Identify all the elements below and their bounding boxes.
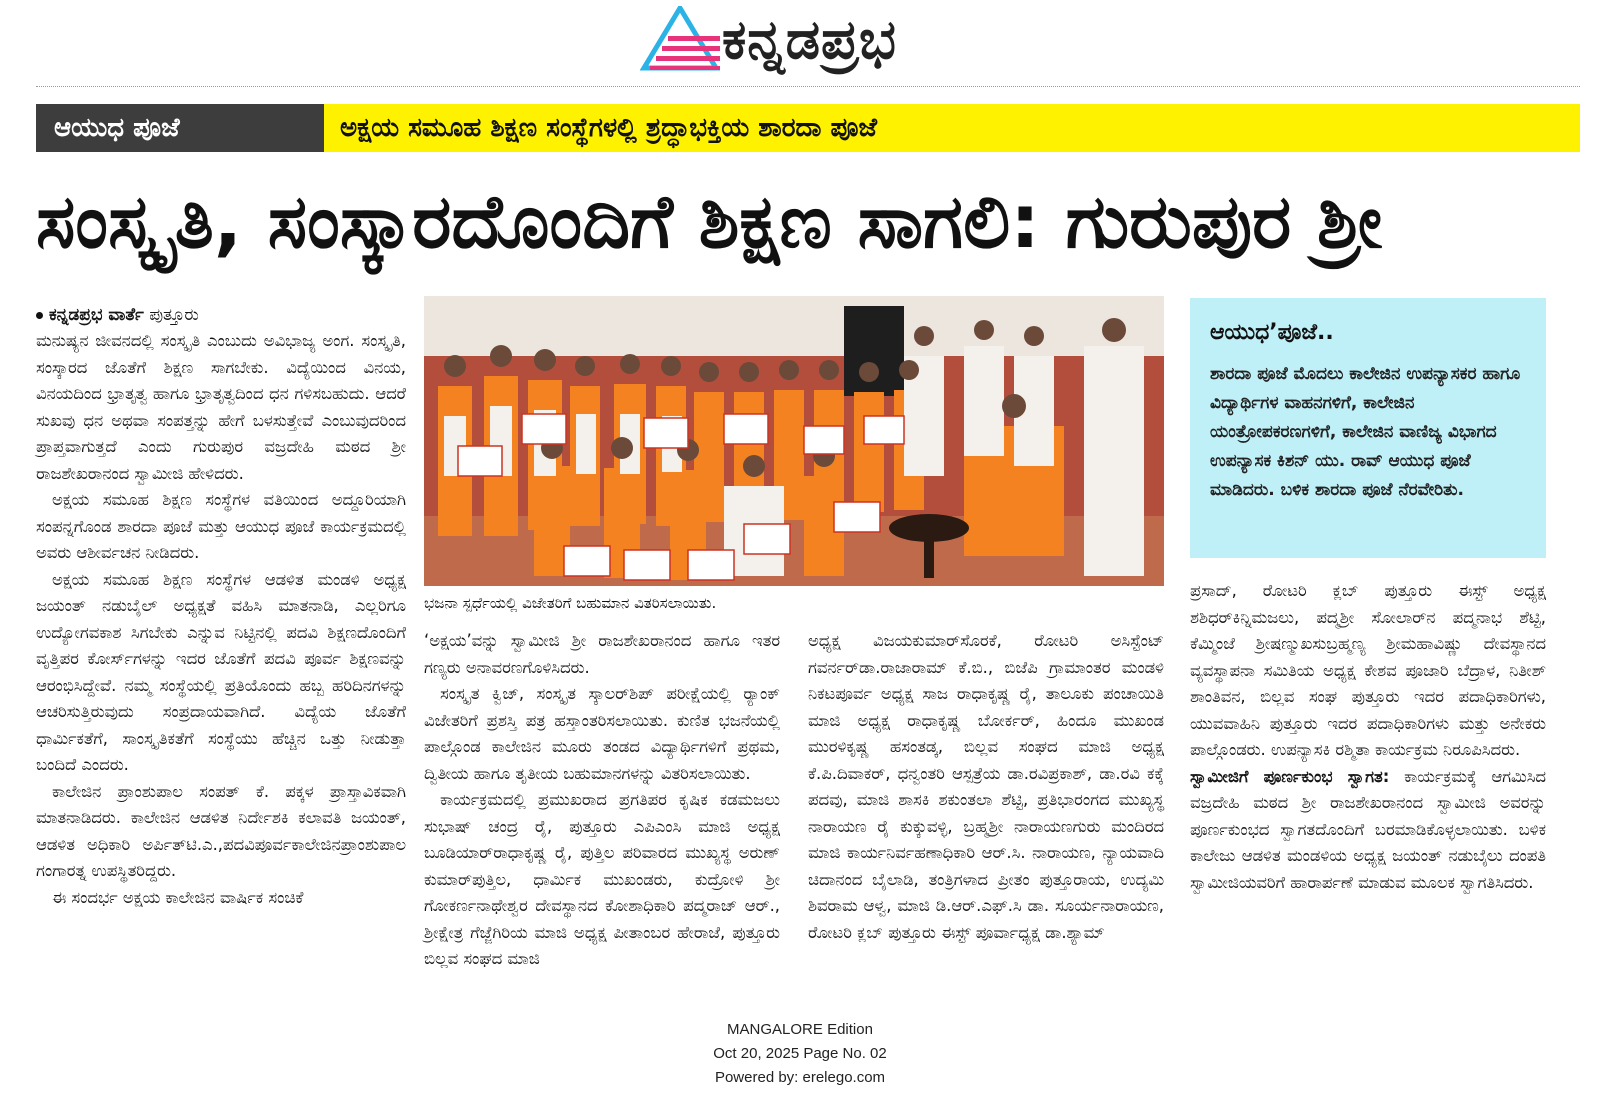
masthead-rule [36,86,1580,87]
event-photo [424,296,1164,586]
triangle-stripes-logo-icon [640,6,720,72]
masthead-title: ಕನ್ನಡಪ್ರಭ [722,8,897,71]
paragraph: ಕಾಲೇಜಿನ ಪ್ರಾಂಶುಪಾಲ ಸಂಪತ್ ಕೆ. ಪಕ್ಕಳ ಪ್ರಾಸ್ತಾವಿಕವಾಗಿ ಮಾತನಾಡಿದರು. ಕಾಲೇಜಿನ ಆಡಳಿತ ನಿರ್ದೇಶಕಿ ಕಲಾವತಿ ಜಯಂತ್, ಆಡಳಿತ ಅಧಿಕಾರಿ ಅರ್ಪಿತ್‌ಟಿ.ಎ.,ಪದವಿಪೂರ್ವಕಾಲೇಜಿನಪ್ರಾಂಶುಪಾಲ ಗಂಗಾರತ್ನ ಉಪಸ್ಥಿತರಿದ್ದರು. [36,781,406,880]
article-column-1 [36,302,406,911]
byline-place: ಪುತ್ತೂರು [149,305,199,325]
footer-date-page: Oct 20, 2025 Page No. 02 [713,1045,887,1062]
article-column-2 [424,628,780,973]
paragraph: ಪ್ರಸಾದ್, ರೋಟರಿ ಕ್ಲಬ್ ಪುತ್ತೂರು ಈಸ್ಟ್ ಅಧ್ಯಕ್ಷ ಶಶಿಧರ್‌ಕಿನ್ನಿಮಜಲು, ಪದ್ಮಶ್ರೀ ಸೋಲಾರ್‌ನ ಪದ್ಮನಾಭ ಶೆಟ್ಟಿ, ಕೆಮ್ಮಿಂಜೆ ಶ್ರೀಷಣ್ಮುಖಸುಬ್ರಹ್ಮಣ್ಯ ಶ್ರೀಮಹಾವಿಷ್ಣು ದೇವಸ್ಥಾನದ ವ್ಯವಸ್ಥಾಪನಾ ಸಮಿತಿಯ ಅಧ್ಯಕ್ಷ ಕೇಶವ ಪೂಜಾರಿ ಬೆದ್ರಾಳ, ನಿತೀಶ್ ಶಾಂತಿವನ, ಬಿಲ್ಲವ ಸಂಘ ಪುತ್ತೂರು ಇದರ ಪದಾಧಿಕಾರಿಗಳು, ಯುವವಾಹಿನಿ ಪುತ್ತೂರು ಇದರ ಪದಾಧಿಕಾರಿಗಳು ಮತ್ತು ಅನೇಕರು ಪಾಲ್ಗೊಂಡರು. ಉಪನ್ಯಾಸಕಿ ರಶ್ಮಿತಾ ಕಾರ್ಯಕ್ರಮ ನಿರೂಪಿಸಿದರು. [1190,581,1546,759]
footer-edition: MANGALORE Edition [727,1021,873,1038]
byline-source: ಕನ್ನಡಪ್ರಭ ವಾರ್ತೆ [49,305,144,325]
sidebar-box-title: ಆಯುಧ’ಪೂಜೆ.. [1210,320,1334,345]
byline [36,302,406,328]
paragraph: ‘ಅಕ್ಷಯ’ವನ್ನು ಸ್ವಾಮೀಜಿ ಶ್ರೀ ರಾಜಶೇಖರಾನಂದ ಹಾಗೂ ಇತರ ಗಣ್ಯರು ಅನಾವರಣಗೊಳಿಸಿದರು. [424,631,780,677]
paragraph: ಅಕ್ಷಯ ಸಮೂಹ ಶಿಕ್ಷಣ ಸಂಸ್ಥೆಗಳ ವತಿಯಿಂದ ಅದ್ದೂರಿಯಾಗಿ ಸಂಪನ್ನಗೊಂಡ ಶಾರದಾ ಪೂಜೆ ಮತ್ತು ಆಯುಧ ಪೂಜೆ ಕಾರ್ಯಕ್ರಮದಲ್ಲಿ ಅವರು ಆಶೀರ್ವಚನ ನೀಡಿದರು. [36,490,406,562]
sidebar-box [1190,298,1546,558]
paragraph: ಅಧ್ಯಕ್ಷ ವಿಜಯಕುಮಾರ್‌ಸೊರಕೆ, ರೋಟರಿ ಅಸಿಸ್ಟೆಂಟ್ ಗವರ್ನರ್‌ಡಾ.ರಾಜಾರಾಮ್ ಕೆ.ಬಿ., ಬಿಜೆಪಿ ಗ್ರಾಮಾಂತರ ಮಂಡಳಿ ನಿಕಟಪೂರ್ವ ಅಧ್ಯಕ್ಷ ಸಾಜ ರಾಧಾಕೃಷ್ಣ ರೈ, ತಾಲೂಕು ಪಂಚಾಯಿತಿ ಮಾಜಿ ಅಧ್ಯಕ್ಷ ರಾಧಾಕೃಷ್ಣ ಬೋರ್ಕರ್, ಹಿಂದೂ ಮುಖಂಡ ಮುರಳಿಕೃಷ್ಣ ಹಸಂತಡ್ಕ, ಬಿಲ್ಲವ ಸಂಘದ ಮಾಜಿ ಅಧ್ಯಕ್ಷ ಕೆ.ಪಿ.ದಿವಾಕರ್, ಧನ್ವಂತರಿ ಆಸ್ಪತ್ರೆಯ ಡಾ.ರವಿಪ್ರಕಾಶ್, ಡಾ.ರವಿ ಕಕ್ಕೆ ಪದವು, ಮಾಜಿ ಶಾಸಕಿ ಶಕುಂತಲಾ ಶೆಟ್ಟಿ, ಪ್ರತಿಭಾರಂಗದ ಮುಖ್ಯಸ್ಥ ನಾರಾಯಣ ರೈ ಕುಕ್ಕುವಳ್ಳಿ, ಬ್ರಹ್ಮಶ್ರೀ ನಾರಾಯಣಗುರು ಮಂದಿರದ ಮಾಜಿ ಕಾರ್ಯನಿರ್ವಹಣಾಧಿಕಾರಿ ಆರ್.ಸಿ. ನಾರಾಯಣ, ನ್ಯಾಯವಾದಿ ಚಿದಾನಂದ ಬೈಲಾಡಿ, ತಂತ್ರಿಗಳಾದ ಪ್ರೀತಂ ಪುತ್ತೂರಾಯ, ಉದ್ಯಮಿ ಶಿವರಾಮ ಆಳ್ವ, ಮಾಜಿ ಡಿ.ಆರ್.ಎಫ್.ಸಿ ಡಾ. ಸೂರ್ಯನಾರಾಯಣ, ರೋಟರಿ ಕ್ಲಬ್ ಪುತ್ತೂರು ಈಸ್ಟ್ ಪೂರ್ವಾಧ್ಯಕ್ಷ ಡಾ.ಶ್ಯಾಮ್ [808,631,1164,942]
article-column-3 [808,628,1164,946]
subheading: ಸ್ವಾಮೀಜಿಗೆ ಪೂರ್ಣಕುಂಭ ಸ್ವಾಗತ: [1190,766,1390,786]
sidebar-box-body: ಶಾರದಾ ಪೂಜೆ ಮೊದಲು ಕಾಲೇಜಿನ ಉಪನ್ಯಾಸಕರ ಹಾಗೂ ವಿದ್ಯಾರ್ಥಿಗಳ ವಾಹನಗಳಿಗೆ, ಕಾಲೇಜಿನ ಯಂತ್ರೋಪಕರಣಗಳಿಗೆ, ಕಾಲೇಜಿನ ವಾಣಿಜ್ಯ ವಿಭಾಗದ ಉಪನ್ಯಾಸಕ ಕಿಶನ್ ಯು. ರಾವ್ ಆಯುಧ ಪೂಜೆ ಮಾಡಿದರು. ಬಳಿಕ ಶಾರದಾ ಪೂಜೆ ನೆರವೇರಿತು. [1210,364,1521,500]
footer-powered-by: Powered by: erelego.com [714,1069,886,1086]
paragraph: ಮನುಷ್ಯನ ಜೀವನದಲ್ಲಿ ಸಂಸ್ಕೃತಿ ಎಂಬುದು ಅವಿಭಾಜ್ಯ ಅಂಗ. ಸಂಸ್ಕೃತಿ, ಸಂಸ್ಕಾರದ ಜೊತೆಗೆ ಶಿಕ್ಷಣ ಸಾಗಬೇಕು. ವಿದ್ಯೆಯಿಂದ ವಿನಯ, ವಿನಯದಿಂದ ಭ್ರಾತೃತ್ವ ಹಾಗೂ ಭ್ರಾತೃತ್ವದಿಂದ ಧನ ಗಳಿಸಬಹುದು. ಆದರೆ ಸುಖವು ಧನ ಅಥವಾ ಸಂಪತ್ತನ್ನು ಹೇಗೆ ಬಳಸುತ್ತೇವೆ ಎಂಬುವುದರಿಂದ ಪ್ರಾಪ್ತವಾಗುತ್ತದೆ ಎಂದು ಗುರುಪುರ ವಜ್ರದೇಹಿ ಮಠದ ಶ್ರೀ ರಾಜಶೇಖರಾನಂದ ಸ್ವಾಮೀಜಿ ಹೇಳಿದರು. [36,331,406,483]
paragraph: ಕಾರ್ಯಕ್ರಮದಲ್ಲಿ ಪ್ರಮುಖರಾದ ಪ್ರಗತಿಪರ ಕೃಷಿಕ ಕಡಮಜಲು ಸುಭಾಷ್ ಚಂದ್ರ ರೈ, ಪುತ್ತೂರು ಎಪಿಎಂಸಿ ಮಾಜಿ ಅಧ್ಯಕ್ಷ ಬೂಡಿಯಾರ್‌ರಾಧಾಕೃಷ್ಣ ರೈ, ಪುತ್ತಿಲ ಪರಿವಾರದ ಮುಖ್ಯಸ್ಥ ಅರುಣ್ ಕುಮಾರ್‌ಪುತ್ತಿಲ, ಧಾರ್ಮಿಕ ಮುಖಂಡರು, ಕುದ್ರೋಳಿ ಶ್ರೀ ಗೋಕರ್ಣನಾಥೇಶ್ವರ ದೇವಸ್ಥಾನದ ಕೋಶಾಧಿಕಾರಿ ಪದ್ಮರಾಜ್ ಆರ್., ಶ್ರೀಕ್ಷೇತ್ರ ಗೆಜ್ಜೆಗಿರಿಯ ಮಾಜಿ ಅಧ್ಯಕ್ಷ ಪೀತಾಂಬರ ಹೇರಾಜೆ, ಪುತ್ತೂರು ಬಿಲ್ಲವ ಸಂಘದ ಮಾಜಿ [424,790,780,968]
paragraph: ಅಕ್ಷಯ ಸಮೂಹ ಶಿಕ್ಷಣ ಸಂಸ್ಥೆಗಳ ಆಡಳಿತ ಮಂಡಳಿ ಅಧ್ಯಕ್ಷ ಜಯಂತ್ ನಡುಬೈಲ್ ಅಧ್ಯಕ್ಷತೆ ವಹಿಸಿ ಮಾತನಾಡಿ, ಎಲ್ಲರಿಗೂ ಉದ್ಯೋಗವಕಾಶ ಸಿಗಬೇಕು ಎನ್ನುವ ನಿಟ್ಟಿನಲ್ಲಿ ಪದವಿ ಶಿಕ್ಷಣದೊಂದಿಗೆ ವೃತ್ತಿಪರ ಕೋರ್ಸ್‌ಗಳನ್ನು ಇದರ ಜೊತೆಗೆ ಪದವಿ ಪೂರ್ವ ಶಿಕ್ಷಣವನ್ನು ಆರಂಭಿಸಿದ್ದೇವೆ. ನಮ್ಮ ಸಂಸ್ಥೆಯಲ್ಲಿ ಪ್ರತಿಯೊಂದು ಹಬ್ಬ ಹರಿದಿನಗಳನ್ನು ಆಚರಿಸುತ್ತಿರುವುದು ಸಂಪ್ರದಾಯವಾಗಿದೆ. ವಿದ್ಯೆಯ ಜೊತೆಗೆ ಧಾರ್ಮಿಕತೆಗೆ, ಸಾಂಸ್ಕೃತಿಕತೆಗೆ ಸಂಸ್ಥೆಯು ಹೆಚ್ಚಿನ ಒತ್ತು ನೀಡುತ್ತಾ ಬಂದಿದೆ ಎಂದರು. [36,569,406,774]
headline: ಸಂಸ್ಕೃತಿ, ಸಂಸ್ಕಾರದೊಂದಿಗೆ ಶಿಕ್ಷಣ ಸಾಗಲಿ: ಗುರುಪುರ ಶ್ರೀ [36,179,1383,265]
paragraph: ಸಂಸ್ಕೃತ ಕ್ವಿಜ್, ಸಂಸ್ಕೃತ ಸ್ಕಾಲರ್‌ಶಿಪ್ ಪರೀಕ್ಷೆಯಲ್ಲಿ ರ‍್ಯಾಂಕ್ ವಿಜೇತರಿಗೆ ಪ್ರಶಸ್ತಿ ಪತ್ರ ಹಸ್ತಾಂತರಿಸಲಾಯಿತು. ಕುಣಿತ ಭಜನೆಯಲ್ಲಿ ಪಾಲ್ಗೊಂಡ ಕಾಲೇಜಿನ ಮೂರು ತಂಡದ ವಿದ್ಯಾರ್ಥಿಗಳಿಗೆ ಪ್ರಥಮ, ದ್ವಿತೀಯ ಹಾಗೂ ತೃತೀಯ ಬಹುಮಾನಗಳನ್ನು ವಿತರಿಸಲಾಯಿತು. [424,684,780,783]
kicker-label: ಆಯುಧ ಪೂಜೆ [36,104,324,152]
article-column-4 [1190,578,1546,896]
page-footer [0,1018,1600,1090]
paragraph-text: ಕಾರ್ಯಕ್ರಮಕ್ಕೆ ಆಗಮಿಸಿದ ವಜ್ರದೇಹಿ ಮಠದ ಶ್ರೀ ರಾಜಶೇಖರಾನಂದ ಸ್ವಾಮೀಜಿ ಅವರನ್ನು ಪೂರ್ಣಕುಂಭದ ಸ್ವಾಗತದೊಂದಿಗೆ ಬರಮಾಡಿಕೊಳ್ಳಲಾಯಿತು. ಬಳಿಕ ಕಾಲೇಜು ಆಡಳಿತ ಮಂಡಳಿಯ ಅಧ್ಯಕ್ಷ ಜಯಂತ್ ನಡುಬೈಲು ದಂಪತಿ ಸ್ವಾಮೀಜಿಯವರಿಗೆ ಹಾರಾರ್ಪಣೆ ಮಾಡುವ ಮೂಲಕ ಸ್ವಾಗತಿಸಿದರು. [1190,766,1546,892]
bullet-icon [36,312,43,319]
kicker-bar [36,104,1580,152]
paragraph: ಈ ಸಂದರ್ಭ ಅಕ್ಷಯ ಕಾಲೇಜಿನ ವಾರ್ಷಿಕ ಸಂಚಿಕೆ [52,887,304,907]
kicker-subtitle: ಅಕ್ಷಯ ಸಮೂಹ ಶಿಕ್ಷಣ ಸಂಸ್ಥೆಗಳಲ್ಲಿ ಶ್ರದ್ಧಾಭಕ್ತಿಯ ಶಾರದಾ ಪೂಜೆ [324,104,1580,152]
photo-caption: ಭಜನಾ ಸ್ಪರ್ಧೆಯಲ್ಲಿ ವಿಜೇತರಿಗೆ ಬಹುಮಾನ ವಿತರಿಸಲಾಯಿತು. [424,594,717,612]
group-photo-illustration [424,296,1164,586]
masthead [0,0,1600,92]
paragraph [1190,764,1546,897]
